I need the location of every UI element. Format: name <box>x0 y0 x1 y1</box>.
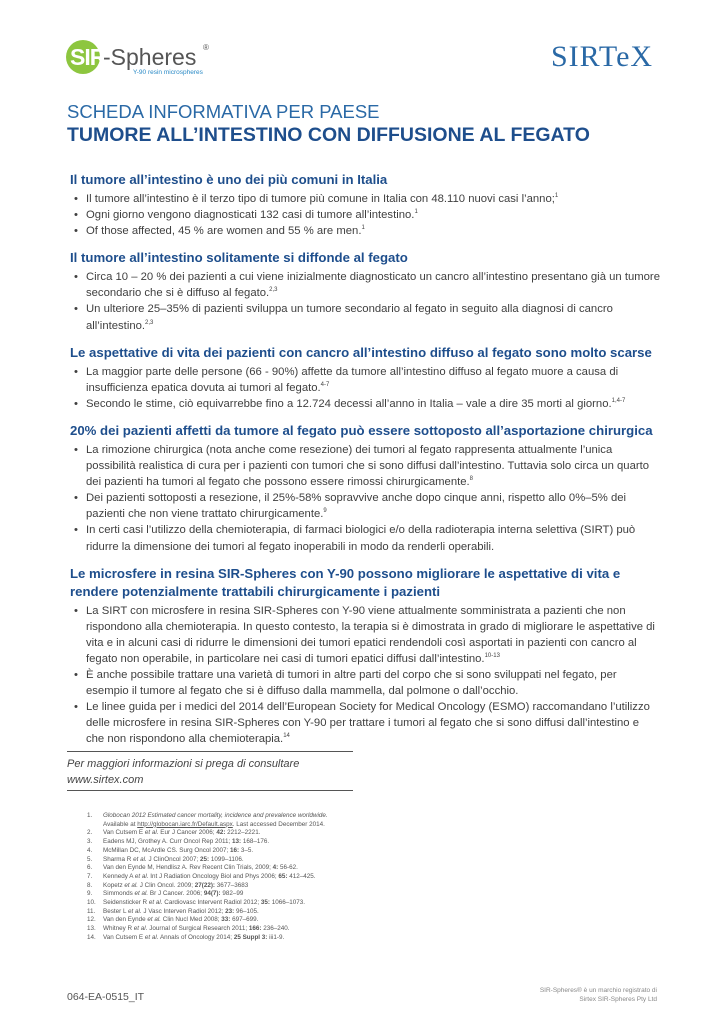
reference-text: 13: <box>232 838 242 846</box>
bullet-text: La maggior parte delle persone (66 - 90%) affette da tumore all’intestino diffuso al fegato muore a causa di insufficienza epatica dovuta ai tumori al fegato. <box>86 365 619 394</box>
reference-text: Sharma R <box>103 855 134 863</box>
citation-superscript: 9 <box>323 508 327 515</box>
reference-text: Van Cutsem E <box>103 829 145 837</box>
reference-text: 33: <box>221 916 231 924</box>
citation-superscript: 1 <box>554 193 559 200</box>
reference-text: 56-62. <box>278 864 298 872</box>
citation-superscript: 2,3 <box>269 287 278 294</box>
section-heading: Le microsfere in resina SIR-Spheres con Y-90 possono migliorare le aspettative di vita e rendere potenzialmente trattabili chirurgicamente i pazienti <box>70 565 621 599</box>
section-heading: Le aspettative di vita dei pazienti con cancro all’intestino diffuso al fegato sono molto scarse <box>70 344 652 360</box>
reference-text: Whitney R <box>103 925 134 933</box>
reference-item <box>87 908 427 917</box>
reference-number: 13. <box>87 925 96 933</box>
citation-superscript: 1 <box>414 209 418 216</box>
section <box>70 344 660 412</box>
sirtex-logo: SIRTeX <box>551 40 654 73</box>
bullet-text: La SIRT con microsfere in resina SIR-Spheres con Y-90 viene attualmente somministrata a pazienti che non rispondono alla chemioterapia. In questo contesto, la terapia si è dimostrata in grado di migliorare le aspettative di vita e in alcuni casi di ridurre le dimensioni dei tumori epatici rendendoli così asportati in pazienti con cancro al fegato non operabile, in particolare nei casi di tumori epatici diffusi dall’intestino. <box>86 604 655 665</box>
bullet-marker: • <box>74 443 78 456</box>
bullet-text: Le linee guida per i medici del 2014 dell’European Society for Medical Oncology (ESMO) raccomandano l’utilizzo delle microsfere in resina SIR-Spheres con Y-90 per trattare i tumori al fegato che si sono diffusi dall’intestino e che non rispondono alla chemioterapia. <box>86 701 650 746</box>
reference-text: 23: <box>225 907 235 915</box>
bullet-list <box>70 442 660 555</box>
logo-registered-mark: ® <box>203 43 209 52</box>
bullet-item <box>70 667 660 699</box>
citation-superscript: 2,3 <box>145 319 154 326</box>
bullet-marker: • <box>74 397 78 410</box>
citation-superscript: 4-7 <box>320 381 330 388</box>
citation-superscript: 1,4-7 <box>611 398 626 405</box>
bullet-list <box>70 269 660 333</box>
reference-text: Kennedy A <box>103 872 135 880</box>
section-heading: Il tumore all’intestino solitamente si diffonde al fegato <box>70 250 408 266</box>
divider-top <box>67 751 353 752</box>
bullet-text: Secondo le stime, ciò equivarrebbe fino a 12.724 decessi all’anno in Italia – vale a dire 35 morti al giorno. <box>86 397 612 410</box>
reference-text: Br J Cancer. 2006; <box>148 890 204 898</box>
reference-text: Seidensticker R <box>103 899 149 907</box>
reference-text: Bester L <box>103 907 128 915</box>
reference-text: 96–105. <box>234 907 259 915</box>
reference-text: Eadens MJ, Grothey A. Curr Oncol Rep 2011; <box>103 838 233 846</box>
trademark-note <box>540 986 657 1004</box>
reference-text: et al. <box>134 890 149 898</box>
reference-item <box>87 873 427 882</box>
reference-text: 4: <box>272 864 279 872</box>
reference-text: 42: <box>216 829 226 837</box>
reference-text: Globocan 2012 Estimated cancer mortality, incidence and prevalence worldwide. <box>103 812 328 819</box>
reference-text: et al. <box>124 881 139 889</box>
reference-link[interactable]: http://globocan.iarc.fr/Default.aspx <box>137 820 233 828</box>
reference-number: 12. <box>87 916 96 924</box>
reference-number: 10. <box>87 899 96 907</box>
reference-item <box>87 829 427 838</box>
reference-text: 25: <box>199 855 210 863</box>
reference-text: 2212–2221. <box>225 829 261 837</box>
document-code: 064-EA-0515_IT <box>67 991 145 1003</box>
reference-text: McMillan DC, McArdle CS. Surg Oncol 2007; <box>103 846 231 854</box>
reference-number: 9. <box>87 890 93 898</box>
reference-text: 16: <box>230 846 240 854</box>
reference-text: et al. <box>134 872 149 880</box>
reference-text: 168–176. <box>241 838 270 846</box>
reference-item <box>87 899 427 908</box>
bullet-item <box>70 269 660 301</box>
bullet-text: La rimozione chirurgica (nota anche come resezione) dei tumori al fegato rappresenta attualmente l’unica possibilità realistica di cura per i pazienti con tumori che si sono diffusi dall’intestino. Tuttavia solo circa un quarto dei pazienti ha tumori al fegato che possono essere rimossi chirurgicamente. <box>86 443 650 489</box>
bullet-item <box>70 699 660 747</box>
sir-spheres-logo <box>66 38 226 78</box>
more-info <box>67 757 299 788</box>
reference-text: 236–240. <box>261 925 290 933</box>
reference-item <box>87 916 427 925</box>
reference-text: 3–5. <box>239 846 254 854</box>
reference-text: et al. <box>144 829 159 837</box>
bullet-item <box>70 364 660 396</box>
bullet-item <box>70 522 660 554</box>
bullet-item <box>70 396 660 412</box>
bullet-marker: • <box>74 668 78 681</box>
reference-number: 3. <box>87 838 93 846</box>
section-heading: 20% dei pazienti affetti da tumore al fegato può essere sottoposto all’asportazione chirurgica <box>70 422 653 438</box>
reference-text: 166: <box>248 925 262 933</box>
bullet-marker: • <box>74 492 78 505</box>
bullet-marker: • <box>74 604 78 617</box>
reference-text: 1066–1073. <box>269 899 306 907</box>
reference-item <box>87 812 427 821</box>
bullet-text: Il tumore all’intestino è il terzo tipo di tumore più comune in Italia con 48.110 nuovi casi l’anno; <box>86 193 555 205</box>
reference-text: 35: <box>260 899 270 907</box>
bullet-item <box>70 490 660 522</box>
reference-item <box>87 864 427 873</box>
reference-number: 14. <box>87 933 96 941</box>
reference-number: 2. <box>87 829 93 837</box>
section-heading: Il tumore all’intestino è uno dei più comuni in Italia <box>70 172 388 187</box>
citation-superscript: 14 <box>283 733 290 740</box>
reference-text: et al. <box>148 899 163 907</box>
section <box>70 171 660 239</box>
bullet-marker: • <box>74 271 78 284</box>
reference-text: et al. <box>133 855 147 863</box>
reference-text: iii1-9. <box>267 933 285 941</box>
reference-text: 3677–3683 <box>215 881 249 889</box>
reference-text: 412–425. <box>287 872 316 880</box>
reference-text: Journal of Surgical Research 2011; <box>147 925 249 933</box>
bullet-item <box>70 223 660 239</box>
reference-text: 982–99 <box>220 890 244 898</box>
trademark-line-2: Sirtex SIR-Spheres Pty Ltd <box>579 996 657 1003</box>
reference-item <box>87 925 427 934</box>
section <box>70 249 660 333</box>
reference-number: 1. <box>87 812 93 819</box>
citation-superscript: 10-13 <box>484 653 500 660</box>
reference-text: 94(7): <box>203 890 221 898</box>
logo-sir-text: SIR <box>70 44 106 70</box>
bullet-text: È anche possibile trattare una varietà di tumori in altre parti del corpo che si sono sviluppati nel fegato, per esempio il tumore al fegato che si è diffuso dalla mammella, dal polmone o dall’occhio. <box>86 668 617 698</box>
reference-text: . Last accessed December 2014. <box>232 820 325 828</box>
bullet-marker: • <box>74 209 78 222</box>
bullet-text: Ogni giorno vengono diagnosticati 132 casi di tumore all’intestino. <box>86 209 415 222</box>
bullet-item <box>70 191 660 207</box>
reference-item <box>87 847 427 856</box>
reference-item <box>87 838 427 847</box>
bullet-item <box>70 301 660 333</box>
reference-item <box>87 882 427 891</box>
reference-text: Van den Eynde <box>103 916 148 924</box>
logo-subtitle: Y-90 resin microspheres <box>133 69 203 76</box>
bullet-text: Of those affected, 45 % are women and 55 % are men. <box>86 225 362 238</box>
reference-text: Annals of Oncology 2014; <box>158 933 234 941</box>
bullet-list <box>70 364 660 412</box>
reference-text: et al. <box>133 925 148 933</box>
bullet-marker: • <box>74 303 78 316</box>
bullet-marker: • <box>74 193 78 205</box>
reference-text: J Vasc Interven Radiol 2012; <box>141 907 226 915</box>
citation-superscript: 1 <box>361 225 365 232</box>
reference-text: et al. <box>144 933 159 941</box>
reference-text: 25 Suppl 3: <box>233 933 268 941</box>
bullet-text: In certi casi l’utilizzo della chemioterapia, di farmaci biologici e/o della radioterapia interna selettiva (SIRT) può ridurre la dimensione dei tumori al fegato inoperabili in modo da renderli operabili. <box>86 524 636 553</box>
reference-number: 6. <box>87 864 93 872</box>
reference-item <box>87 934 427 943</box>
reference-text: Eur J Cancer 2006; <box>158 829 217 837</box>
reference-number: 5. <box>87 855 93 863</box>
main-content <box>70 171 660 757</box>
citation-superscript: 8 <box>469 476 474 483</box>
reference-text: et al. <box>147 916 162 924</box>
reference-text: Available at <box>103 820 138 828</box>
logo-spheres-text: -Spheres <box>103 44 197 70</box>
divider-bottom <box>67 790 353 791</box>
bullet-text: Circa 10 – 20 % dei pazienti a cui viene inizialmente diagnosticato un cancro all’intestino presentano già un tumore secondario che si è diffuso al fegato. <box>86 271 660 300</box>
reference-text: 1099–1106. <box>209 855 244 863</box>
reference-text: Van den Eynde M, Hendlisz A. Rev Recent Clin Trials, 2009; <box>103 864 273 872</box>
bullet-marker: • <box>74 524 78 537</box>
reference-text: Kopetz <box>103 881 125 889</box>
reference-text: J ClinOncol 2007; <box>146 855 200 863</box>
reference-text: Cardiovasc Intervent Radiol 2012; <box>162 899 261 907</box>
reference-item <box>87 821 427 830</box>
reference-text: 27(22): <box>194 881 216 889</box>
bullet-item <box>70 207 660 223</box>
bullet-text: Dei pazienti sottoposti a resezione, il 25%-58% sopravvive anche dopo cinque anni, rispetto allo 0%–5% dei pazienti che non viene trattato chirurgicamente. <box>86 492 627 521</box>
reference-text: 697–699. <box>230 916 259 924</box>
reference-item <box>87 856 427 865</box>
page-title: TUMORE ALL’INTESTINO CON DIFFUSIONE AL FEGATO <box>67 124 590 146</box>
section-title: SCHEDA INFORMATIVA PER PAESE <box>67 101 380 122</box>
reference-text: J Clin Oncol. 2009; <box>138 881 195 889</box>
section <box>70 422 660 555</box>
bullet-marker: • <box>74 225 78 238</box>
reference-text: Van Cutsem E <box>103 933 145 941</box>
reference-text: et al. <box>127 907 142 915</box>
reference-item <box>87 890 427 899</box>
more-info-text: Per maggiori informazioni si prega di consultare <box>67 758 300 770</box>
reference-number: 11. <box>87 907 96 915</box>
reference-text: 65: <box>278 872 288 880</box>
reference-text: Clin Nucl Med 2008; <box>161 916 222 924</box>
bullet-item <box>70 442 660 490</box>
reference-text: Simmonds <box>103 890 135 898</box>
references-list <box>87 812 427 943</box>
bullet-marker: • <box>74 701 78 714</box>
sirtex-website-link[interactable]: www.sirtex.com <box>67 773 144 786</box>
bullet-text: Un ulteriore 25–35% di pazienti sviluppa un tumore secondario al fegato in seguito alla diagnosi di cancro all’intestino. <box>86 303 613 332</box>
trademark-line-1: SIR-Spheres® è un marchio registrato di <box>539 987 657 994</box>
bullet-item <box>70 603 660 667</box>
reference-text: Int J Radiation Oncology Biol and Phys 2006; <box>148 872 279 880</box>
bullet-marker: • <box>74 365 78 378</box>
bullet-list <box>70 191 660 239</box>
reference-number: 7. <box>87 872 93 880</box>
section <box>70 565 660 748</box>
reference-number: 8. <box>87 881 93 889</box>
bullet-list <box>70 603 660 748</box>
reference-number: 4. <box>87 846 93 854</box>
